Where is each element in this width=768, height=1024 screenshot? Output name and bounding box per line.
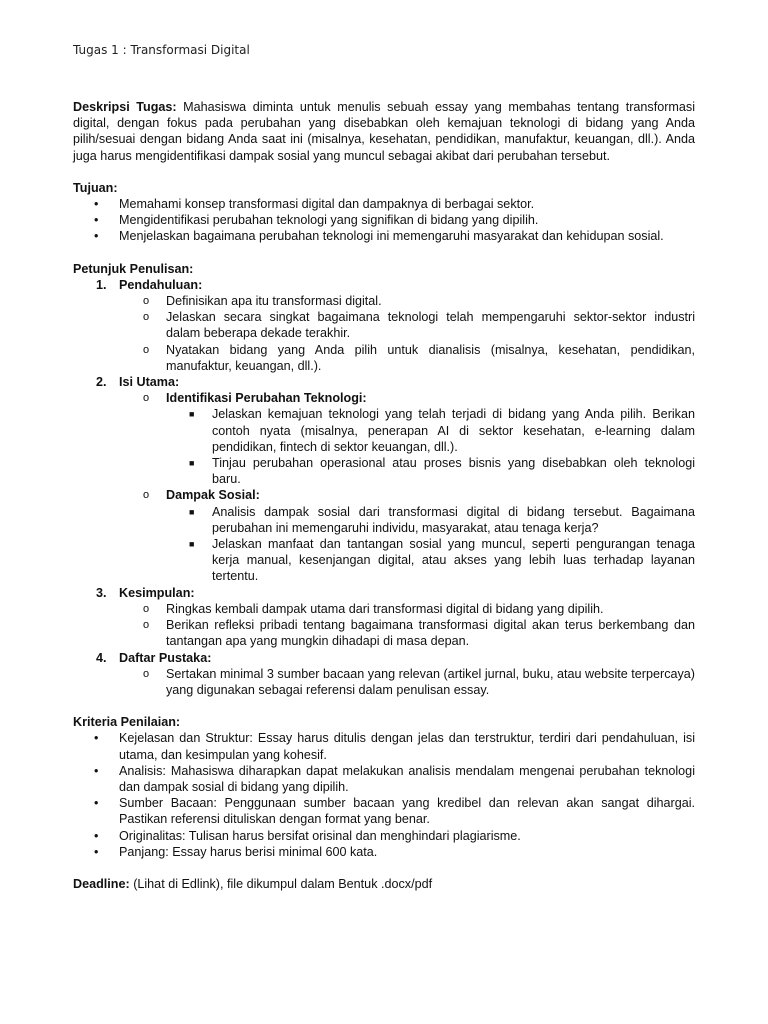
circle-marker: o — [143, 343, 150, 356]
list-item: o Definisikan apa itu transformasi digital. — [143, 294, 382, 309]
circle-marker: o — [143, 602, 150, 615]
deadline-label: Deadline: — [73, 876, 130, 891]
bullet-marker: • — [94, 197, 99, 212]
list-item: ■ Jelaskan manfaat dan tantangan sosial yang muncul, seperti pengurangan tenaga kerja manual, kesenjangan digital, atau akses yang lebih luas terhadap layanan tertentu. — [189, 537, 695, 584]
section-number: 3. — [96, 585, 107, 600]
subsection-dampak-sosial: o Dampak Sosial: — [143, 488, 260, 503]
deskripsi-text: Mahasiswa diminta untuk menulis sebuah essay yang membahas tentang transformasi digital, dengan fokus pada perubahan yang disebabkan oleh kemajuan teknologi di bidang yang Anda pilih/sesuai dengan bidang Anda saat ini (misalnya, kesehatan, pendidikan, manufaktur, keuangan, dll.). Anda juga harus mengidentifikasi dampak sosial yang muncul sebagai akibat dari perubahan tersebut. — [73, 100, 696, 163]
subsection-identifikasi: o Identifikasi Perubahan Teknologi: — [143, 391, 367, 406]
circle-marker: o — [143, 489, 150, 502]
section-isi-utama — [73, 374, 695, 390]
section-daftar-pustaka — [73, 650, 695, 666]
list-item: o Jelaskan secara singkat bagaimana teknologi telah mempengaruhi sektor-sektor industri dalam beberapa dekade terakhir. — [143, 310, 695, 341]
circle-marker: o — [143, 619, 150, 632]
bullet-marker: • — [94, 796, 99, 811]
section-number: 2. — [96, 375, 107, 390]
list-item: o Nyatakan bidang yang Anda pilih untuk dianalisis (misalnya, kesehatan, pendidikan, manufaktur, keuangan, dll.). — [143, 342, 695, 373]
bullet-marker: • — [94, 763, 99, 778]
list-item: • Kejelasan dan Struktur: Essay harus ditulis dengan jelas dan terstruktur, terdiri dari pendahuluan, isi utama, dan kesimpulan yang kohesif. — [94, 731, 695, 762]
list-item: • Mengidentifikasi perubahan teknologi yang signifikan di bidang yang dipilih. — [94, 213, 539, 228]
bullet-marker: • — [94, 229, 99, 244]
bullet-marker: • — [94, 828, 99, 843]
document-header: Tugas 1 : Transformasi Digital — [73, 43, 250, 57]
bullet-marker: • — [94, 731, 99, 746]
list-item: • Originalitas: Tulisan harus bersifat orisinal dan menghindari plagiarisme. — [94, 828, 521, 843]
list-item: • Memahami konsep transformasi digital dan dampaknya di berbagai sektor. — [94, 197, 535, 212]
circle-marker: o — [143, 392, 150, 405]
section-title: Daftar Pustaka: — [119, 650, 212, 665]
square-marker: ■ — [189, 458, 195, 469]
square-marker: ■ — [189, 539, 195, 550]
square-marker: ■ — [189, 506, 195, 517]
section-number: 1. — [96, 277, 107, 292]
deadline-text: (Lihat di Edlink), file dikumpul dalam Bentuk .docx/pdf — [133, 876, 433, 891]
section-kesimpulan — [73, 585, 695, 601]
circle-marker: o — [143, 311, 150, 324]
square-marker: ■ — [189, 409, 195, 420]
petunjuk-heading: Petunjuk Penulisan: — [73, 261, 194, 276]
circle-marker: o — [143, 295, 150, 308]
list-item: o Sertakan minimal 3 sumber bacaan yang relevan (artikel jurnal, buku, atau website terpercaya) yang digunakan sebagai referensi dalam penulisan essay. — [143, 666, 695, 697]
deskripsi-label: Deskripsi Tugas: — [73, 100, 177, 114]
list-item: ■ Jelaskan kemajuan teknologi yang telah terjadi di bidang yang Anda pilih. Berikan contoh nyata (misalnya, penerapan AI di sektor kesehatan, e-learning dalam pendidikan, fintech di sektor keuangan, dll.). — [189, 407, 695, 454]
section-title: Pendahuluan: — [119, 277, 203, 292]
deskripsi-paragraph — [73, 99, 695, 164]
section-number: 4. — [96, 650, 107, 665]
circle-marker: o — [143, 667, 150, 680]
list-item: • Sumber Bacaan: Penggunaan sumber bacaan yang kredibel dan relevan akan sangat dihargai. Pastikan referensi dituliskan dengan format yang benar. — [94, 796, 695, 827]
list-item: • Menjelaskan bagaimana perubahan teknologi ini memengaruhi masyarakat dan kehidupan sosial. — [94, 229, 664, 244]
document-body — [73, 99, 695, 892]
tujuan-heading: Tujuan: — [73, 180, 118, 195]
list-item: o Ringkas kembali dampak utama dari transformasi digital di bidang yang dipilih. — [143, 601, 604, 616]
deadline-paragraph — [73, 876, 695, 892]
list-item: • Panjang: Essay harus berisi minimal 600 kata. — [94, 844, 378, 859]
list-item: • Analisis: Mahasiswa diharapkan dapat melakukan analisis mendalam mengenai perubahan teknologi dan dampak sosial di bidang yang dipilih. — [94, 763, 695, 794]
section-title: Kesimpulan: — [119, 585, 195, 600]
section-pendahuluan — [73, 277, 695, 293]
list-item: ■ Analisis dampak sosial dari transformasi digital di bidang tersebut. Bagaimana perubahan ini memengaruhi individu, masyarakat, atau tenaga kerja? — [189, 504, 695, 535]
bullet-marker: • — [94, 844, 99, 859]
section-title: Isi Utama: — [119, 375, 180, 390]
list-item: ■ Tinjau perubahan operasional atau proses bisnis yang disebabkan oleh teknologi baru. — [189, 456, 695, 487]
kriteria-heading: Kriteria Penilaian: — [73, 715, 181, 730]
list-item: o Berikan refleksi pribadi tentang bagaimana transformasi digital akan terus berkembang dan tantangan apa yang mungkin dihadapi di masa depan. — [143, 618, 695, 649]
bullet-marker: • — [94, 213, 99, 228]
